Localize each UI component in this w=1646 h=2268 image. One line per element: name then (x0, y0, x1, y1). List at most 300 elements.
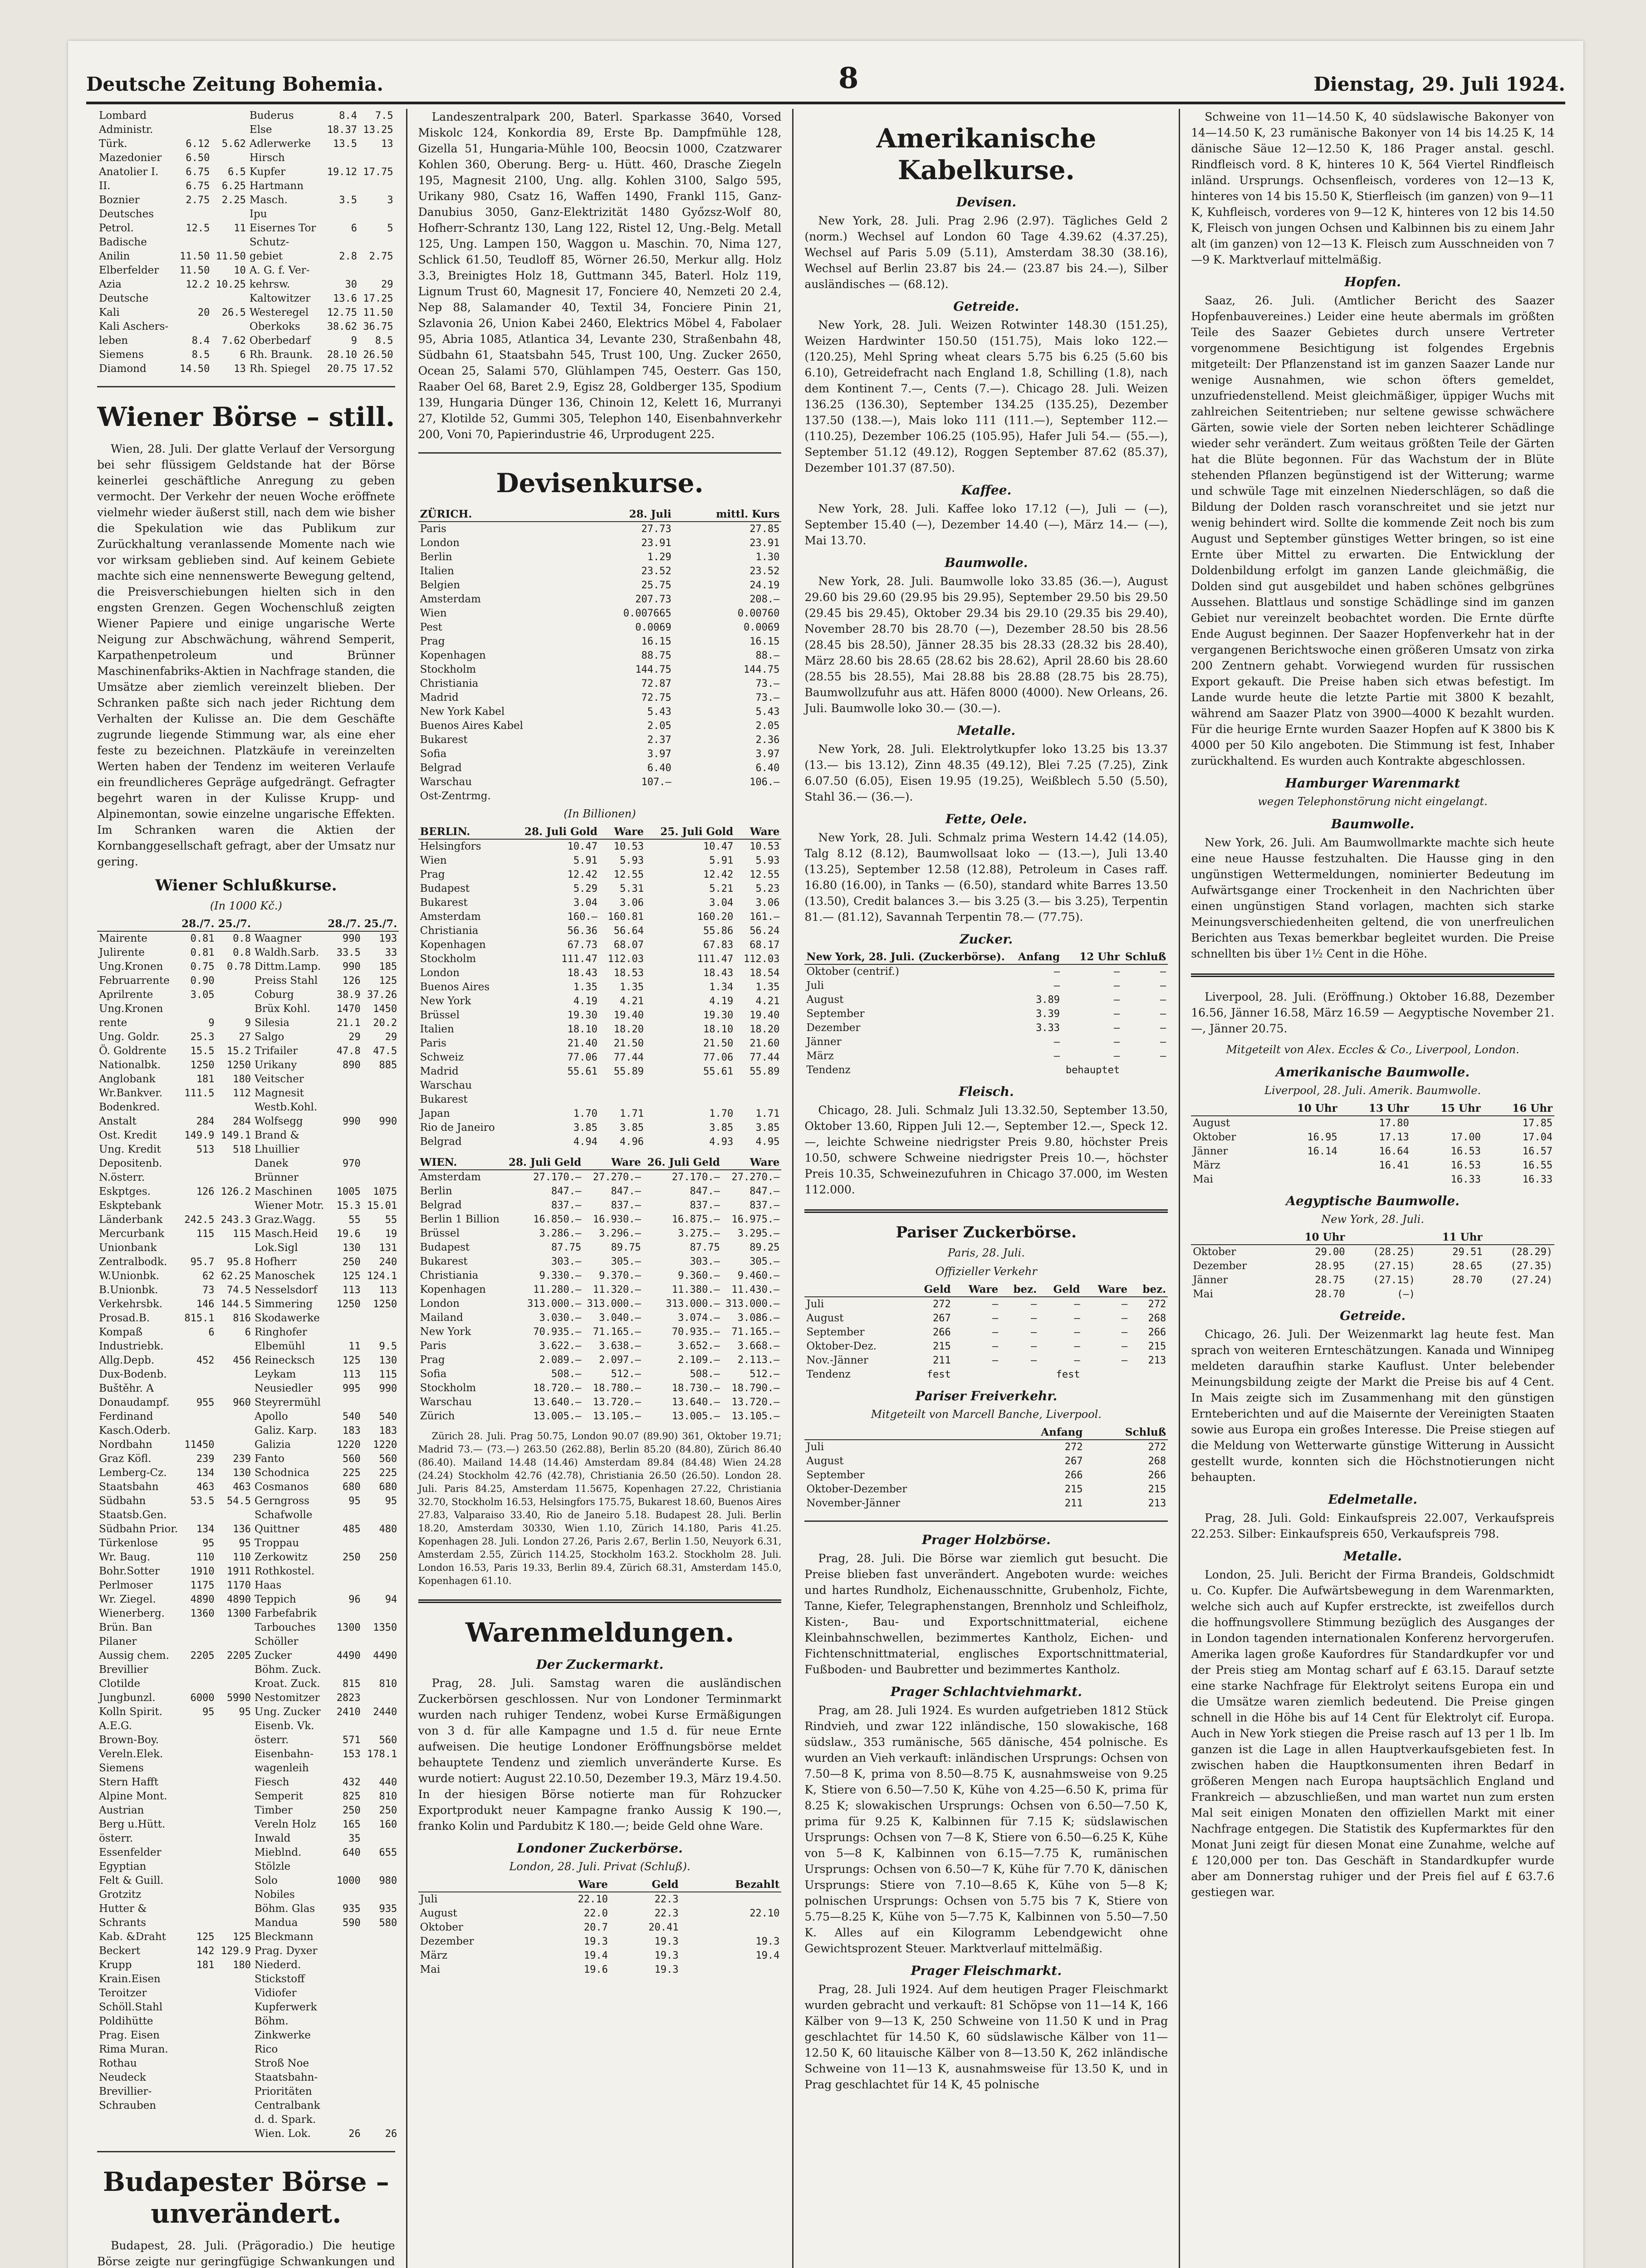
issue-date: Dienstag, 29. Juli 1924. (1313, 73, 1565, 95)
sugar-row (804, 1368, 1168, 1382)
table-cell: 33.5 (336, 947, 361, 958)
column-header (1191, 1101, 1267, 1116)
hamburg-heading: Hamburger Warenmarkt (1285, 776, 1460, 791)
table-cell: Madrid (420, 692, 459, 704)
sugar-row (804, 1339, 1168, 1354)
table-cell: 27.270.— (731, 1172, 780, 1183)
sugar-row (418, 1963, 782, 1977)
table-cell: 160.20 (697, 911, 734, 923)
table-cell: 847.— (551, 1186, 582, 1197)
table-cell: Oberbedarf (249, 335, 311, 347)
stock-row (97, 2071, 399, 2085)
table-cell (216, 1438, 253, 1452)
table-cell: Buenos Aires Kabel (420, 720, 524, 732)
table-cell: Bukarest (420, 1094, 468, 1105)
exchange-row (418, 839, 782, 854)
table-cell: 3.652.— (678, 1340, 720, 1352)
table-cell: März (806, 1050, 834, 1062)
table-cell: 21.60 (750, 1038, 780, 1049)
table-cell: 19.30 (567, 1010, 598, 1021)
stock-row (97, 1649, 399, 1663)
table-cell: 95 (202, 1538, 215, 1549)
stock-row (97, 1733, 399, 1747)
table-cell: 847.— (611, 1186, 641, 1197)
stock-row (97, 2099, 399, 2113)
table-cell: 19.3 (583, 1936, 608, 1947)
table-cell: Maschinen (255, 1186, 313, 1198)
table-cell: Böhm. Zuck. (255, 1664, 321, 1676)
exchange-row (418, 1283, 782, 1297)
table-cell: 5.91 (709, 855, 734, 866)
table-cell: 12.55 (750, 869, 780, 880)
table-cell: 95 (202, 1706, 215, 1718)
stock-row (97, 931, 399, 946)
table-cell: Ung. Kredit (99, 1144, 161, 1155)
table-cell: 18.37 (327, 124, 358, 136)
table-cell: 3.06 (620, 897, 644, 909)
table-cell: 11.50 (180, 265, 210, 276)
table-cell (180, 1157, 216, 1171)
table-cell: 5.43 (755, 706, 780, 718)
table-cell: New York (420, 995, 471, 1007)
exchange-row (418, 1135, 782, 1149)
table-cell (1082, 1368, 1129, 1382)
table-cell: 1220 (336, 1439, 361, 1451)
table-cell: 1.71 (755, 1108, 780, 1119)
table-cell: — (992, 1341, 999, 1352)
stock-row (97, 1241, 399, 1255)
table-cell: Paris (420, 1037, 446, 1049)
table-cell: Berg u.Hütt. (99, 1818, 166, 1830)
table-cell: 9 (208, 1017, 215, 1029)
table-cell: 19.40 (750, 1010, 780, 1021)
table-cell (363, 1579, 399, 1593)
table-cell (176, 109, 212, 123)
table-cell (735, 1093, 781, 1107)
table-cell (363, 2000, 399, 2014)
table-cell: Industriebk. (99, 1340, 164, 1352)
table-cell: 250 (343, 1552, 361, 1563)
table-cell: 3.5 (339, 195, 358, 206)
table-cell (216, 1339, 253, 1354)
table-cell: 18.10 (567, 1024, 598, 1035)
freiverkehr-sub: Mitgeteilt von Marcell Banche, Liverpool. (871, 1408, 1102, 1421)
table-cell (180, 1002, 216, 1016)
table-cell: leben (99, 335, 128, 347)
table-cell: 0.81 (190, 947, 215, 958)
table-cell: Kaltowitzer (249, 293, 311, 304)
table-cell: 28.70 (1315, 1289, 1345, 1300)
table-cell (326, 1761, 362, 1775)
table-cell: 250 (343, 1256, 361, 1268)
cotton-row (1191, 1144, 1554, 1158)
table-cell: Türkenlose (99, 1537, 158, 1549)
table-cell: 215 (1148, 1484, 1166, 1495)
table-cell: 518 (233, 1144, 251, 1155)
table-cell: 21.50 (613, 1038, 644, 1049)
exchange-row (418, 550, 782, 564)
table-cell (363, 1761, 399, 1775)
table-cell: 112.03 (607, 953, 644, 965)
table-cell: 250 (343, 1805, 361, 1816)
fleischmarkt-text: Prag, 28. Juli 1924. Auf dem heutigen Prager Fleischmarkt wurden gebracht und verkauft: 81 Schöpse von 11—14 K, 166 Kälber von 9—13 K, 250 Schweine von 11.50 K und in Prag geschlachtet für 14.50 K, 60 südslawische Kälber von 11—12.50 K, 60 litauische Kälber von 8—13.50 K, 262 inländische Schweine von 11—13 K, ausnahmsweise für 13.50 K, und in Prag geschlachtet für 14 K, 45 polnische (804, 1983, 1168, 2091)
table-cell: 17.85 (1522, 1118, 1553, 1129)
stock-row (97, 1424, 399, 1438)
stock-row (97, 221, 395, 235)
sugar-row (804, 964, 1168, 979)
table-cell: Stockholm (420, 1382, 476, 1394)
exchange-row (418, 592, 782, 606)
table-cell: Felt & Guill. (99, 1875, 164, 1887)
table-cell (323, 235, 359, 249)
table-cell (326, 1536, 362, 1550)
table-cell: Simmering (255, 1298, 313, 1310)
table-cell: 73.— (755, 692, 780, 704)
table-cell: 12.2 (186, 279, 210, 290)
table-cell: Jänner (1193, 1274, 1228, 1286)
table-cell: Alpine Mont. (99, 1790, 167, 1802)
table-cell: Brevillier (99, 1664, 148, 1676)
table-cell (363, 2071, 399, 2085)
table-cell: Buštěhr. A (99, 1383, 154, 1394)
table-cell: 13.640.— (533, 1397, 582, 1408)
stock-row (97, 1114, 399, 1129)
table-cell: Rima Muran. (99, 2043, 168, 2055)
table-cell (1268, 1116, 1339, 1130)
table-cell: Nesselsdorf (255, 1284, 318, 1296)
table-cell: 512.— (750, 1369, 780, 1380)
table-cell: 11.50 (363, 307, 393, 318)
table-cell (180, 1775, 216, 1789)
table-cell (216, 1733, 253, 1747)
exchange-row (418, 994, 782, 1008)
table-cell: Nordbahn (99, 1439, 152, 1451)
table-cell (180, 2028, 216, 2043)
table-cell: 0.0069 (635, 622, 671, 633)
sugar-row (804, 1311, 1168, 1325)
table-cell: Böhm. (255, 2015, 289, 2027)
table-cell: Mai (1193, 1173, 1213, 1185)
table-cell: 144.5 (220, 1299, 251, 1310)
table-cell: 560 (379, 1453, 397, 1465)
table-cell: 95.7 (190, 1256, 215, 1268)
table-cell: Hartmann (249, 180, 304, 192)
column-header: Ware (953, 1282, 1000, 1297)
table-cell: 2.05 (755, 720, 780, 732)
newspaper-page (68, 41, 1583, 2268)
table-cell (326, 2028, 362, 2043)
table-cell: 17.52 (363, 363, 393, 375)
table-cell: 13.720.— (593, 1397, 641, 1408)
table-cell: 1.34 (709, 982, 734, 993)
exchange-row (418, 1269, 782, 1283)
exchange-row (418, 1241, 782, 1255)
sugar-row (804, 1496, 1168, 1510)
table-cell (211, 207, 248, 221)
stock-row (97, 1986, 399, 2000)
table-cell (216, 2014, 253, 2028)
table-cell: 540 (379, 1411, 397, 1422)
column-header (1347, 1230, 1416, 1245)
table-cell: 0.0069 (743, 622, 780, 633)
table-cell: Adlerwerke (249, 138, 311, 150)
table-cell: 5.21 (709, 883, 734, 894)
table-cell: Südbahn (99, 1495, 146, 1507)
table-cell: — (992, 1327, 999, 1338)
table-cell (216, 1410, 253, 1424)
table-cell: Oktober (420, 1921, 463, 1933)
column-header: mittl. Kurs (673, 507, 782, 522)
stock-row (97, 1255, 399, 1269)
table-cell: Quittner (255, 1523, 299, 1535)
freiverkehr-heading: Pariser Freiverkehr. (915, 1388, 1058, 1403)
column-header: 25./7. (363, 917, 399, 931)
table-cell: A. G. f. Ver- (249, 264, 310, 276)
table-cell: 1000 (336, 1875, 361, 1887)
table-cell: 5.62 (221, 138, 246, 150)
table-cell: 0.8 (233, 947, 251, 958)
table-cell: 29.51 (1452, 1246, 1483, 1258)
table-cell (363, 1564, 399, 1579)
table-cell: August (420, 1907, 457, 1919)
table-cell: 115 (379, 1369, 397, 1380)
freiverkehr-table (804, 1425, 1168, 1510)
stock-row (97, 1354, 399, 1368)
table-cell: 284 (196, 1116, 215, 1127)
column-header: ZÜRICH. (418, 507, 590, 522)
paris-sub: Paris, 28. Juli. (947, 1246, 1025, 1259)
table-cell (180, 1382, 216, 1396)
edelmetalle-text: Prag, 28. Juli. Gold: Einkaufspreis 22.007, Verkaufspreis 22.253. Silber: Einkaufspreis 650, Verkaufspreis 798. (1191, 1511, 1554, 1540)
liverpool-text: Liverpool, 28. Juli. (Eröffnung.) Oktober 16.88, Dezember 16.56, Jänner 16.58, März 16.59 — Aegyptische November 21.—, Jänner 20.75. (1191, 990, 1554, 1035)
stock-row (97, 348, 395, 362)
table-cell (180, 2043, 216, 2057)
table-cell: Teppich (255, 1593, 296, 1605)
table-cell: (28.29) (1510, 1246, 1553, 1258)
exchange-row (418, 1093, 782, 1107)
table-cell: Inwald (255, 1833, 291, 1844)
table-cell: 6 (208, 1327, 215, 1338)
table-cell: Belgien (420, 579, 460, 591)
table-cell: Böhm. Glas (255, 1903, 315, 1915)
table-cell: 125 (196, 1931, 215, 1943)
aegypt-baumwolle-sub: New York, 28. Juli. (1321, 1213, 1424, 1226)
table-cell: Troppau (255, 1537, 299, 1549)
table-cell: 6.40 (755, 763, 780, 774)
table-cell: 1911 (227, 1566, 251, 1577)
table-cell: fest (1056, 1369, 1080, 1380)
berlin-unit: (In Billionen) (563, 807, 636, 820)
table-cell: 9 (245, 1017, 251, 1029)
table-cell: — (1074, 1341, 1080, 1352)
table-cell (363, 1691, 399, 1705)
table-cell: 12.55 (613, 869, 644, 880)
table-cell: Ost. Kredit (99, 1129, 157, 1141)
column-4 (1180, 109, 1565, 2268)
table-cell (180, 2000, 216, 2014)
table-cell: Brüx Kohl. (255, 1003, 310, 1015)
table-cell: November-Jänner (806, 1497, 901, 1509)
table-cell: 27 (239, 1031, 251, 1043)
table-cell (681, 1892, 782, 1906)
table-cell: 74.5 (227, 1285, 251, 1296)
table-cell: 3.040.— (599, 1312, 641, 1324)
exchange-row (418, 1212, 782, 1227)
stock-row (97, 362, 395, 376)
table-cell: Schrants (99, 1917, 147, 1929)
table-cell (673, 789, 782, 803)
table-cell (363, 1930, 399, 1944)
table-cell: 990 (379, 1116, 397, 1127)
table-cell: 68.17 (750, 939, 780, 951)
table-cell: Fiesch (255, 1776, 289, 1788)
stock-row (97, 278, 395, 292)
table-cell: Kali (99, 307, 120, 318)
table-cell: 11.50 (180, 251, 210, 262)
stock-row (97, 2014, 399, 2028)
table-cell: Bohr.Sotter (99, 1565, 160, 1577)
exchange-row (418, 775, 782, 789)
table-cell (216, 1677, 253, 1691)
table-cell: — (1053, 1036, 1060, 1048)
table-cell: Wolfsegg (255, 1115, 303, 1127)
table-cell: d. d. Spark. (255, 2114, 316, 2126)
column-header: Ware (599, 825, 646, 839)
table-cell (363, 1396, 399, 1410)
column-1 (86, 109, 407, 2268)
table-cell (323, 151, 359, 165)
stock-row (97, 1129, 399, 1143)
table-cell (180, 1368, 216, 1382)
devisen-text: New York, 28. Juli. Prag 2.96 (2.97). Tägliches Geld 2 (norm.) Wechsel auf London 60 Tage 4.39.62 (4.37.25), Wechsel auf Paris 5.09 (5.11), Amsterdam 38.30 (38.16), Wechsel auf Berlin 23.87 bis 24.— (23.87 bis 24.—), Silber ausländisches — (68.12). (804, 214, 1168, 291)
column-header (1484, 1230, 1554, 1245)
table-cell: 111.5 (184, 1088, 215, 1099)
table-cell: 4890 (190, 1594, 215, 1605)
table-cell: 1.35 (755, 982, 780, 993)
table-cell: 655 (379, 1847, 397, 1858)
paris-zucker-table (804, 1282, 1168, 1382)
table-cell: Rio de Janeiro (420, 1122, 495, 1134)
table-cell: Helsingfors (420, 841, 481, 852)
table-cell: 885 (379, 1060, 397, 1071)
table-cell (180, 1719, 216, 1733)
table-cell: Anilin (99, 250, 130, 262)
table-cell: 4.94 (573, 1136, 598, 1148)
table-cell (326, 1930, 362, 1944)
table-cell (176, 123, 212, 137)
table-cell (1268, 1158, 1339, 1173)
table-cell (363, 1086, 399, 1100)
stock-row (97, 1593, 399, 1607)
table-cell: Allg.Depb. (99, 1354, 155, 1366)
table-cell: 0.007665 (623, 608, 671, 619)
table-cell: 13 (381, 138, 393, 150)
table-cell: 38.9 (336, 989, 361, 1001)
table-cell (326, 1564, 362, 1579)
stock-row (97, 974, 399, 988)
table-cell: 2.05 (647, 720, 671, 732)
table-cell: 3.286.— (539, 1228, 582, 1239)
table-cell: Beckert (99, 1945, 141, 1957)
cotton-row (1191, 1116, 1554, 1130)
table-cell: 89.75 (611, 1242, 641, 1253)
table-cell (180, 2057, 216, 2071)
table-cell: Eskptges. (99, 1186, 151, 1198)
exchange-row (418, 536, 782, 550)
table-cell: 16.850.— (533, 1214, 582, 1225)
table-cell (599, 1079, 646, 1093)
stock-row (97, 306, 395, 320)
table-cell: 19.3 (654, 1950, 679, 1961)
table-cell (326, 1972, 362, 1986)
table-cell: 27.73 (641, 523, 671, 535)
stock-row (97, 1016, 399, 1030)
table-cell: 136 (233, 1524, 251, 1535)
stock-row (97, 1564, 399, 1579)
table-cell: (27.24) (1510, 1275, 1553, 1286)
exchange-row (418, 854, 782, 868)
table-cell: 5.23 (755, 883, 780, 894)
table-cell: 95 (239, 1706, 251, 1718)
table-cell: 95.8 (227, 1256, 251, 1268)
table-cell: 213 (1148, 1355, 1166, 1366)
table-cell: 6.25 (221, 181, 246, 192)
table-cell: — (1031, 1313, 1037, 1324)
table-cell (216, 2043, 253, 2057)
column-header: Schluß (1084, 1425, 1168, 1440)
column-header: 13 Uhr (1339, 1101, 1411, 1116)
table-cell: Danek (255, 1158, 289, 1169)
table-cell (1339, 1173, 1411, 1187)
stock-row (97, 1818, 399, 1832)
column-header: bez. (1129, 1282, 1168, 1297)
table-cell: Stockholm (420, 953, 476, 965)
sugar-row (804, 1482, 1168, 1496)
table-cell (326, 1944, 362, 1958)
table-cell: Kopenhagen (420, 939, 486, 951)
stock-row (97, 1832, 399, 1846)
table-cell: Wr.Bankver. (99, 1087, 163, 1099)
table-cell: Italien (420, 565, 454, 577)
exchange-row (418, 1079, 782, 1093)
exchange-row (418, 896, 782, 910)
table-cell: Timber (255, 1804, 293, 1816)
newspaper-title: Deutsche Zeitung Bohemia. (86, 73, 383, 95)
table-cell: Elbemühl (255, 1340, 305, 1352)
table-cell: 72.87 (641, 678, 671, 689)
table-cell (216, 1846, 253, 1860)
table-cell (180, 1986, 216, 2000)
exchange-row (418, 677, 782, 691)
table-cell (97, 2113, 180, 2127)
cotton-row (1191, 1287, 1554, 1301)
exchange-row (418, 1339, 782, 1353)
table-cell (216, 1761, 253, 1775)
table-cell (216, 1663, 253, 1677)
table-cell: — (1113, 1036, 1120, 1048)
table-cell: 3.04 (573, 897, 598, 909)
table-cell: Siemens (99, 1762, 144, 1774)
table-cell: Wien (420, 855, 447, 866)
table-cell (216, 1986, 253, 2000)
exchange-row (418, 1170, 782, 1184)
table-cell: 463 (196, 1481, 215, 1493)
table-cell: Ringhofer (255, 1326, 307, 1338)
column-header: 15 Uhr (1411, 1101, 1483, 1116)
table-cell: 55 (348, 1214, 361, 1226)
table-cell: — (1053, 966, 1060, 978)
table-cell: 16.95 (1307, 1132, 1337, 1143)
